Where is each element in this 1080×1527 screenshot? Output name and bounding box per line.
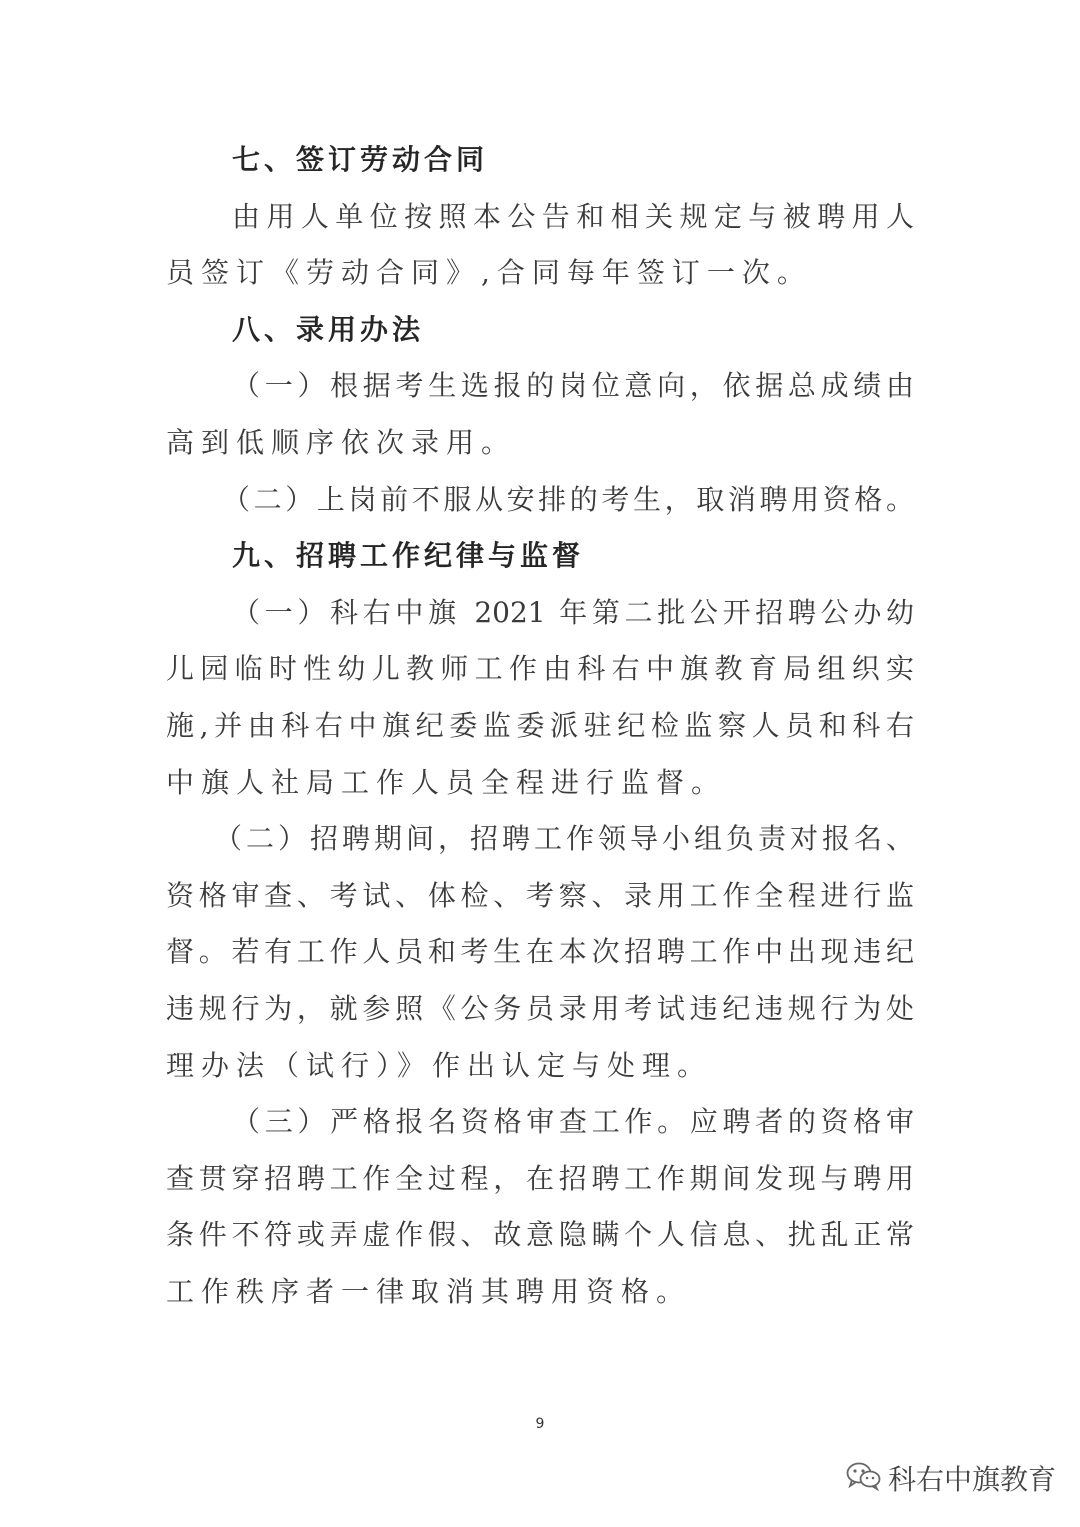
paragraph-line: 资格审查、考试、体检、考察、录用工作全程进行监	[166, 878, 914, 912]
paragraph-line: 督。若有工作人员和考生在本次招聘工作中出现违纪	[166, 935, 914, 969]
paragraph-line: （二）招聘期间，招聘工作领导小组负责对报名、	[214, 822, 914, 856]
section-heading: 八、录用办法	[232, 312, 425, 346]
paragraph-line: （三）严格报名资格审查工作。应聘者的资格审	[232, 1105, 914, 1139]
paragraph-line: 查贯穿招聘工作全过程，在招聘工作期间发现与聘用	[166, 1161, 914, 1195]
paragraph-line: 由用人单位按照本公告和相关规定与被聘用人	[232, 199, 914, 233]
paragraph-line: 高到低顺序依次录用。	[166, 425, 517, 459]
wechat-icon	[846, 1461, 882, 1496]
paragraph-line: 中旗人社局工作人员全程进行监督。	[166, 765, 727, 799]
paragraph-line: 理办法（试行）》作出认定与处理。	[166, 1048, 713, 1082]
paragraph-line: 儿园临时性幼儿教师工作由科右中旗教育局组织实	[166, 652, 914, 686]
section-heading: 九、招聘工作纪律与监督	[232, 539, 585, 573]
paragraph-line: （一）科右中旗 2021 年第二批公开招聘公办幼	[232, 595, 914, 629]
document-body	[166, 132, 914, 1320]
watermark-text: 科右中旗教育	[888, 1463, 1057, 1496]
paragraph-line: 员签订《劳动合同》,合同每年签订一次。	[166, 256, 812, 290]
paragraph-line: （二）上岗前不服从安排的考生，取消聘用资格。	[222, 482, 914, 516]
paragraph-line: 违规行为，就参照《公务员录用考试违纪违规行为处	[166, 991, 914, 1025]
page-number: 9	[535, 1416, 545, 1432]
paragraph-line: （一）根据考生选报的岗位意向，依据总成绩由	[232, 369, 914, 403]
paragraph-line: 施,并由科右中旗纪委监委派驻纪检监察人员和科右	[166, 708, 914, 742]
paragraph-line: 条件不符或弄虚作假、故意隐瞒个人信息、扰乱正常	[166, 1218, 914, 1252]
paragraph-line: 工作秩序者一律取消其聘用资格。	[166, 1274, 692, 1308]
section-heading: 七、签订劳动合同	[232, 143, 489, 176]
watermark	[846, 1458, 1056, 1498]
